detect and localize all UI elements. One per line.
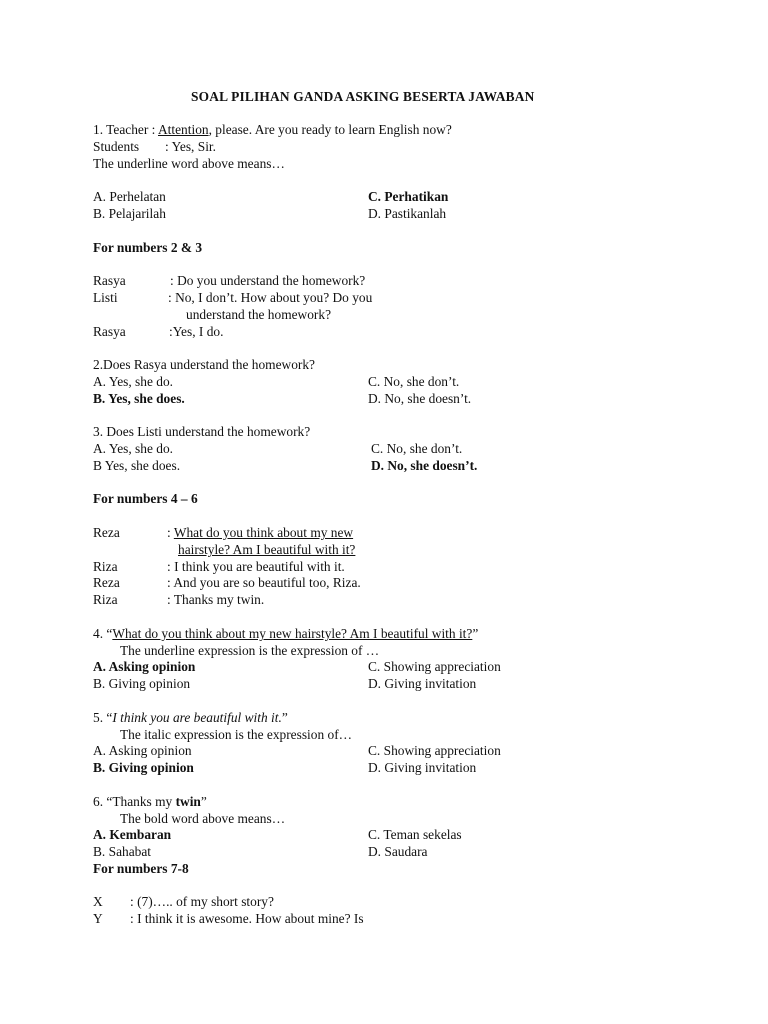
q1-question: The underline word above means… [93, 156, 285, 171]
section-heading-2-3: For numbers 2 & 3 [93, 240, 203, 255]
dialog2-line: : Thanks my twin. [167, 592, 265, 607]
q1-suffix: , please. Are you ready to learn English now? [208, 122, 452, 137]
q2-option-d: D. No, she doesn’t. [368, 391, 472, 406]
dialog2-speaker: Riza [93, 559, 118, 574]
q3-option-d: D. No, she doesn’t. [371, 458, 478, 473]
q2-option-a: A. Yes, she do. [93, 374, 173, 389]
q3-option-b: B Yes, she does. [93, 458, 181, 473]
dialog3-speaker: X [93, 894, 103, 909]
dialog1-line: : Do you understand the homework? [170, 273, 366, 288]
dialog1-speaker: Rasya [93, 273, 126, 288]
q4-prompt [93, 626, 478, 643]
q5-prefix: 5. “ [93, 710, 113, 725]
q4-question: The underline expression is the expression of … [120, 643, 380, 658]
q3-question: 3. Does Listi understand the homework? [93, 424, 311, 439]
q2-option-c: C. No, she don’t. [368, 374, 460, 389]
dialog2-line: : And you are so beautiful too, Riza. [167, 575, 361, 590]
q6-question: The bold word above means… [120, 811, 286, 826]
q1-students-line: : Yes, Sir. [165, 139, 216, 154]
dialog1-line: : No, I don’t. How about you? Do you [168, 290, 373, 305]
q2-question: 2.Does Rasya understand the homework? [93, 357, 316, 372]
q1-prefix: 1. Teacher : [93, 122, 158, 137]
page-title: SOAL PILIHAN GANDA ASKING BESERTA JAWABAN [191, 89, 535, 104]
q4-underlined-expression: What do you think about my new hairstyle? Am I beautiful with it? [112, 626, 473, 641]
dialog1-line: understand the homework? [186, 307, 332, 322]
q6-option-b: B. Sahabat [93, 844, 152, 859]
q6-option-c: C. Teman sekelas [368, 827, 462, 842]
dialog2-colon: : [167, 525, 174, 540]
dialog2-speaker: Reza [93, 525, 120, 540]
q1-option-b: B. Pelajarilah [93, 206, 166, 221]
dialog2-underlined-text: hairstyle? Am I beautiful with it? [178, 542, 356, 557]
q1-prompt [93, 122, 452, 139]
q4-option-a: A. Asking opinion [93, 659, 196, 674]
dialog3-line: : I think it is awesome. How about mine? Is [130, 911, 364, 926]
q5-option-b: B. Giving opinion [93, 760, 194, 775]
q1-option-c: C. Perhatikan [368, 189, 449, 204]
q5-prompt [93, 710, 288, 727]
q5-option-d: D. Giving invitation [368, 760, 477, 775]
q5-italic-expression: I think you are beautiful with it. [112, 710, 282, 725]
q6-prefix: 6. “Thanks my [93, 794, 176, 809]
dialog1-speaker: Rasya [93, 324, 126, 339]
q1-students-speaker: Students [93, 139, 140, 154]
q6-suffix: ” [200, 794, 207, 809]
dialog2-line: : I think you are beautiful with it. [167, 559, 345, 574]
q6-prompt [93, 794, 207, 811]
dialog2-line [167, 525, 353, 542]
dialog2-underlined-text: What do you think about my new [173, 525, 354, 540]
q3-option-a: A. Yes, she do. [93, 441, 173, 456]
dialog1-speaker: Listi [93, 290, 118, 305]
dialog2-speaker: Riza [93, 592, 118, 607]
section-heading-4-6: For numbers 4 – 6 [93, 491, 198, 506]
q4-suffix: ” [472, 626, 479, 641]
q3-option-c: C. No, she don’t. [371, 441, 463, 456]
section-heading-7-8: For numbers 7-8 [93, 861, 189, 876]
q4-option-b: B. Giving opinion [93, 676, 191, 691]
q6-option-a: A. Kembaran [93, 827, 172, 842]
q2-option-b: B. Yes, she does. [93, 391, 185, 406]
q5-option-c: C. Showing appreciation [368, 743, 501, 758]
q4-prefix: 4. “ [93, 626, 113, 641]
q5-option-a: A. Asking opinion [93, 743, 192, 758]
dialog1-line: :Yes, I do. [169, 324, 224, 339]
q5-suffix: ” [281, 710, 288, 725]
q4-option-c: C. Showing appreciation [368, 659, 501, 674]
q4-option-d: D. Giving invitation [368, 676, 477, 691]
dialog3-line: : (7)….. of my short story? [130, 894, 274, 909]
q1-underlined-word: Attention [158, 122, 209, 137]
q6-bold-word: twin [175, 794, 201, 809]
dialog2-speaker: Reza [93, 575, 120, 590]
dialog3-speaker: Y [93, 911, 103, 926]
q5-question: The italic expression is the expression of… [120, 727, 353, 742]
q1-option-d: D. Pastikanlah [368, 206, 447, 221]
q1-option-a: A. Perhelatan [93, 189, 166, 204]
q6-option-d: D. Saudara [368, 844, 428, 859]
